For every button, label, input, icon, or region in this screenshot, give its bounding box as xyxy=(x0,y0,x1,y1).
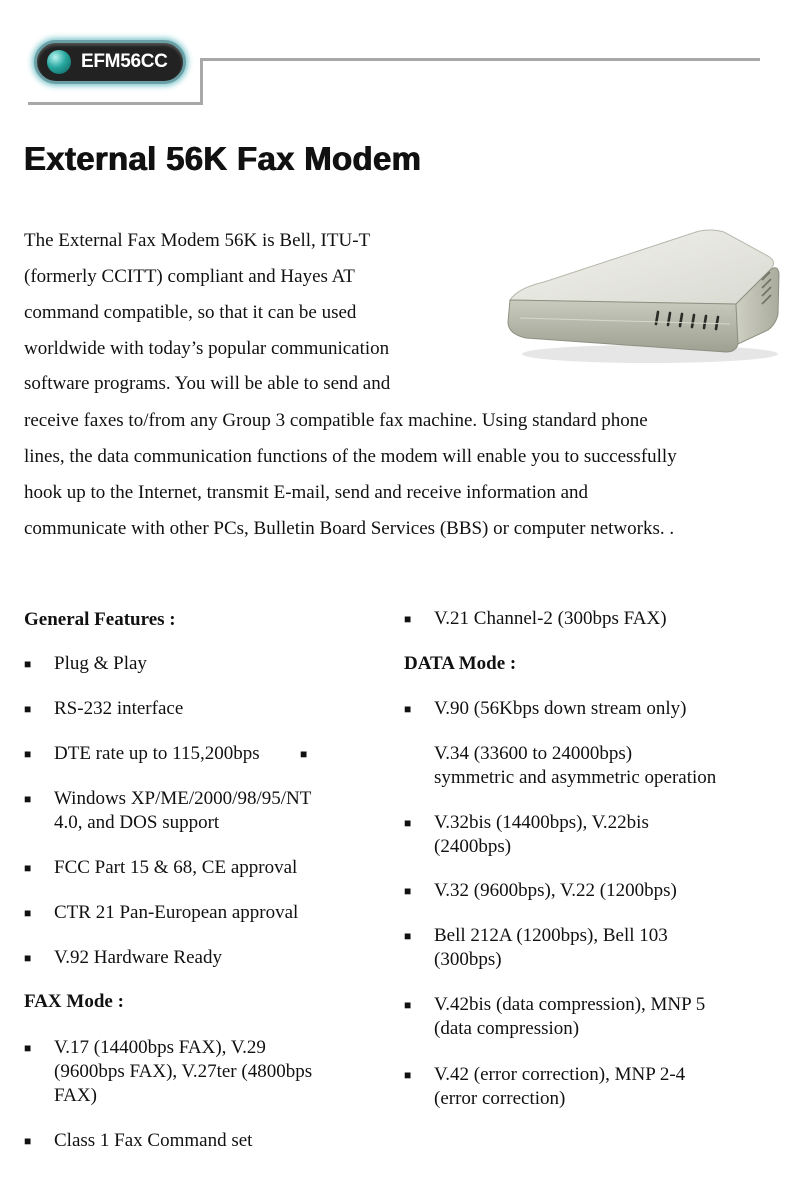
model-name: EFM56CC xyxy=(81,51,168,72)
bullet-square-icon: ■ xyxy=(24,702,32,716)
bullet-square-icon: ■ xyxy=(404,816,412,830)
general-features-heading: General Features : xyxy=(24,609,176,630)
page-title: External 56K Fax Modem xyxy=(24,140,422,177)
bullet-square-icon: ■ xyxy=(404,612,412,626)
header-rule-bottom xyxy=(28,102,203,105)
intro-line: (formerly CCITT) compliant and Hayes AT xyxy=(24,266,355,287)
bullet-square-icon: ■ xyxy=(24,657,32,671)
intro-line: hook up to the Internet, transmit E-mail, send and receive information and xyxy=(24,482,589,503)
bullet-square-icon: ■ xyxy=(24,792,32,806)
intro-line: command compatible, so that it can be used xyxy=(24,302,357,323)
intro-line: software programs. You will be able to send and xyxy=(24,373,391,394)
bullet-square-icon: ■ xyxy=(24,861,32,875)
bullet-square-icon: ■ xyxy=(404,702,412,716)
bullet-square-icon: ■ xyxy=(24,1134,32,1148)
bullet-square-icon: ■ xyxy=(24,951,32,965)
intro-line: worldwide with today’s popular communication xyxy=(24,338,390,359)
bullet-square-icon: ■ xyxy=(24,906,32,920)
header-rule-vertical xyxy=(200,58,203,105)
intro-line: The External Fax Modem 56K is Bell, ITU-T xyxy=(24,230,371,251)
modem-product-image xyxy=(500,222,785,367)
model-badge xyxy=(34,40,186,84)
data-mode-heading: DATA Mode : xyxy=(404,653,517,674)
bullet-square-icon: ■ xyxy=(300,747,308,761)
intro-line: communicate with other PCs, Bulletin Board Services (BBS) or computer networks. . xyxy=(24,518,675,539)
bullet-square-icon: ■ xyxy=(24,747,32,761)
bullet-square-icon: ■ xyxy=(404,1068,412,1082)
header-rule-top xyxy=(200,58,760,61)
intro-line: lines, the data communication functions of the modem will enable you to successfully xyxy=(24,446,677,467)
bullet-square-icon: ■ xyxy=(404,884,412,898)
bullet-square-icon: ■ xyxy=(24,1041,32,1055)
badge-orb-icon xyxy=(47,50,71,74)
fax-mode-heading: FAX Mode : xyxy=(24,991,124,1012)
bullet-square-icon: ■ xyxy=(404,929,412,943)
bullet-square-icon: ■ xyxy=(404,998,412,1012)
intro-line: receive faxes to/from any Group 3 compatible fax machine. Using standard phone xyxy=(24,410,648,431)
